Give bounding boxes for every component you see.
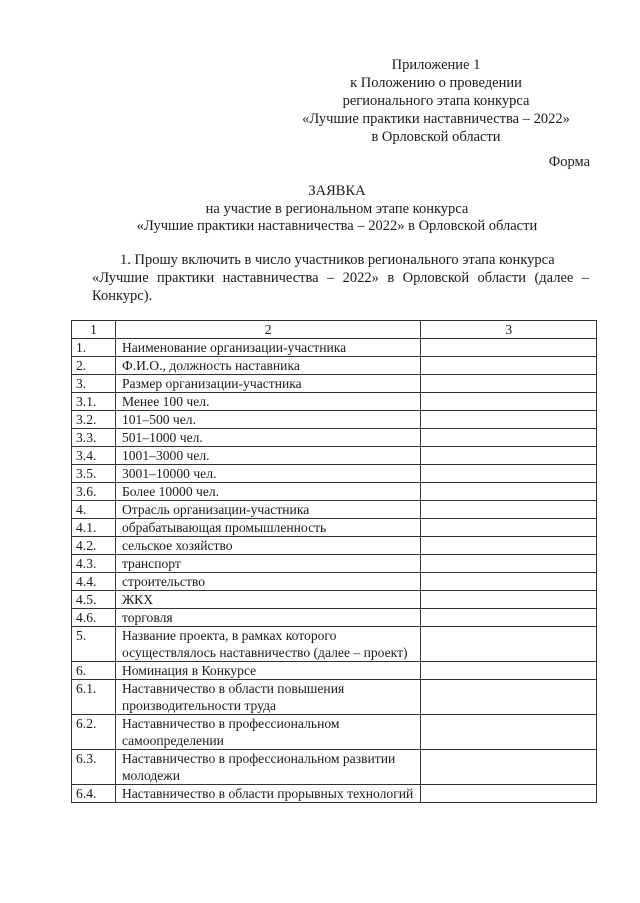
table-row	[72, 357, 597, 375]
row-value-field[interactable]	[421, 429, 597, 447]
row-value-field[interactable]	[421, 501, 597, 519]
table-row	[72, 375, 597, 393]
row-label: Отрасль организации-участника	[115, 501, 420, 519]
row-number: 3.	[72, 375, 116, 393]
row-label: сельское хозяйство	[115, 537, 420, 555]
appendix-line: к Положению о проведении	[350, 75, 522, 91]
row-number: 3.2.	[72, 411, 116, 429]
row-value-field[interactable]	[421, 393, 597, 411]
row-value-field[interactable]	[421, 555, 597, 573]
row-value-field[interactable]	[421, 339, 597, 357]
table-row	[72, 555, 597, 573]
row-number: 5.	[72, 627, 116, 662]
table-row	[72, 447, 597, 465]
table-row	[72, 393, 597, 411]
row-value-field[interactable]	[421, 375, 597, 393]
table-row	[72, 339, 597, 357]
appendix-line: регионального этапа конкурса	[342, 93, 530, 109]
form-label: Форма	[548, 154, 590, 170]
application-table	[71, 320, 597, 803]
row-number: 4.3.	[72, 555, 116, 573]
row-value-field[interactable]	[421, 519, 597, 537]
row-label: Наставничество в области прорывных технологий	[115, 785, 420, 803]
row-value-field[interactable]	[421, 357, 597, 375]
table-row	[72, 465, 597, 483]
row-number: 1.	[72, 339, 116, 357]
title-subline: «Лучшие практики наставничества – 2022» в Орловской области	[136, 218, 538, 234]
row-value-field[interactable]	[421, 411, 597, 429]
appendix-line: «Лучшие практики наставничества – 2022»	[302, 111, 570, 127]
row-value-field[interactable]	[421, 715, 597, 750]
row-number: 2.	[72, 357, 116, 375]
row-label: Ф.И.О., должность наставника	[115, 357, 420, 375]
table-row	[72, 785, 597, 803]
table-row	[72, 411, 597, 429]
row-value-field[interactable]	[421, 537, 597, 555]
row-label: Размер организации-участника	[115, 375, 420, 393]
row-label: Наставничество в профессиональном развитии молодежи	[115, 750, 420, 785]
appendix-header	[286, 56, 586, 146]
table-header-row	[72, 321, 597, 339]
row-label: 3001–10000 чел.	[115, 465, 420, 483]
title-heading: ЗАЯВКА	[308, 183, 366, 199]
row-label: Название проекта, в рамках которого осуществлялось наставничество (далее – проект)	[115, 627, 420, 662]
table-row	[72, 662, 597, 680]
request-paragraph	[92, 251, 589, 305]
table-row	[72, 429, 597, 447]
row-number: 4.4.	[72, 573, 116, 591]
row-label: торговля	[115, 609, 420, 627]
table-row	[72, 627, 597, 662]
row-label: Наставничество в области повышения производительности труда	[115, 680, 420, 715]
row-value-field[interactable]	[421, 750, 597, 785]
paragraph-line: 1. Прошу включить в число участников регионального этапа конкурса	[120, 252, 555, 268]
row-label: транспорт	[115, 555, 420, 573]
row-label: обрабатывающая промышленность	[115, 519, 420, 537]
row-number: 4.1.	[72, 519, 116, 537]
table-row	[72, 715, 597, 750]
column-header: 1	[72, 321, 116, 339]
row-value-field[interactable]	[421, 662, 597, 680]
table-row	[72, 501, 597, 519]
row-label: 501–1000 чел.	[115, 429, 420, 447]
row-label: ЖКХ	[115, 591, 420, 609]
table-row	[72, 591, 597, 609]
row-number: 4.5.	[72, 591, 116, 609]
paragraph-line: Конкурс).	[92, 288, 153, 304]
row-number: 6.	[72, 662, 116, 680]
row-label: Наименование организации-участника	[115, 339, 420, 357]
row-value-field[interactable]	[421, 680, 597, 715]
table-row	[72, 537, 597, 555]
row-value-field[interactable]	[421, 591, 597, 609]
row-number: 6.3.	[72, 750, 116, 785]
row-value-field[interactable]	[421, 609, 597, 627]
row-number: 3.4.	[72, 447, 116, 465]
column-header: 3	[421, 321, 597, 339]
row-number: 4.6.	[72, 609, 116, 627]
row-label: 101–500 чел.	[115, 411, 420, 429]
row-value-field[interactable]	[421, 573, 597, 591]
application-title	[70, 183, 604, 236]
row-number: 4.	[72, 501, 116, 519]
row-number: 4.2.	[72, 537, 116, 555]
row-value-field[interactable]	[421, 627, 597, 662]
row-label: Более 10000 чел.	[115, 483, 420, 501]
table-row	[72, 750, 597, 785]
row-number: 3.3.	[72, 429, 116, 447]
row-value-field[interactable]	[421, 465, 597, 483]
column-header: 2	[115, 321, 420, 339]
row-label: Наставничество в профессиональном самоопределении	[115, 715, 420, 750]
table-row	[72, 680, 597, 715]
table-row	[72, 573, 597, 591]
table-row	[72, 483, 597, 501]
row-value-field[interactable]	[421, 447, 597, 465]
paragraph-line: «Лучшие практики наставничества – 2022» в Орловской области (далее –	[92, 270, 589, 286]
row-label: 1001–3000 чел.	[115, 447, 420, 465]
row-value-field[interactable]	[421, 785, 597, 803]
table-row	[72, 519, 597, 537]
row-number: 6.2.	[72, 715, 116, 750]
appendix-line: в Орловской области	[371, 129, 501, 145]
row-label: строительство	[115, 573, 420, 591]
row-number: 3.1.	[72, 393, 116, 411]
title-subline: на участие в региональном этапе конкурса	[205, 200, 469, 217]
row-value-field[interactable]	[421, 483, 597, 501]
row-number: 6.1.	[72, 680, 116, 715]
appendix-line: Приложение 1	[391, 57, 481, 73]
row-number: 3.5.	[72, 465, 116, 483]
row-label: Номинация в Конкурсе	[115, 662, 420, 680]
table-row	[72, 609, 597, 627]
row-number: 6.4.	[72, 785, 116, 803]
row-label: Менее 100 чел.	[115, 393, 420, 411]
row-number: 3.6.	[72, 483, 116, 501]
